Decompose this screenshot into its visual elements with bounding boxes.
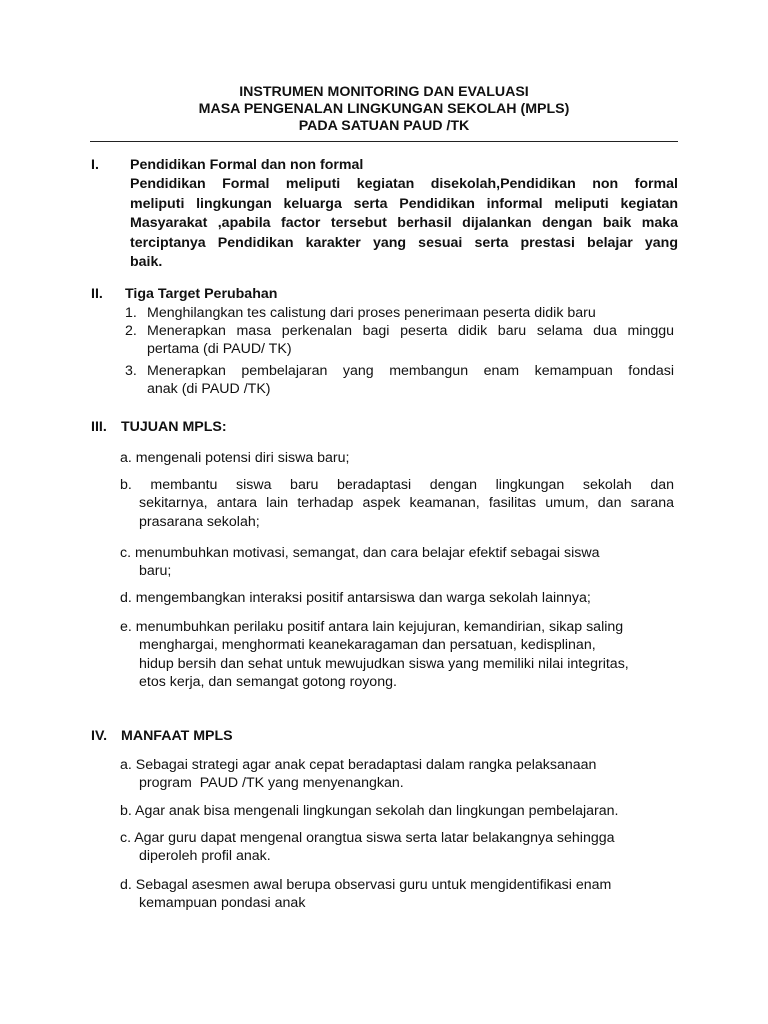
section-3-item-b-line: prasarana sekolah; <box>139 513 260 530</box>
section-3-item-c-line: c. menumbuhkan motivasi, semangat, dan cara belajar efektif sebagai siswa <box>120 545 600 561</box>
section-2-item-number: 3. <box>125 363 137 379</box>
header-title-line-2: MASA PENGENALAN LINGKUNGAN SEKOLAH (MPLS) <box>198 101 570 117</box>
section-4-item-b-line: b. Agar anak bisa mengenali lingkungan sekolah dan lingkungan pembelajaran. <box>120 803 619 819</box>
section-1-line: baik. <box>130 254 163 271</box>
section-3-number: III. <box>91 419 107 435</box>
section-1-line: terciptanya Pendidikan karakter yang sesuai serta prestasi belajar yang <box>130 234 678 251</box>
section-3-item-b-line: sekitarnya, antara lain terhadap aspek keamanan, fasilitas umum, dan sarana <box>139 495 674 512</box>
section-3-item-d-line: d. mengembangkan interaksi positif antarsiswa dan warga sekolah lainnya; <box>120 590 591 606</box>
section-1-number: I. <box>91 157 99 173</box>
section-4-item-c <box>120 829 674 866</box>
header-divider <box>90 141 678 142</box>
section-3-item-d <box>120 589 674 607</box>
section-2-item-3-line: Menerapkan pembelajaran yang membangun enam kemampuan fondasi <box>147 363 674 379</box>
section-3-item-e-line: etos kerja, dan semangat gotong royong. <box>139 674 397 691</box>
header-title-line-3: PADA SATUAN PAUD /TK <box>298 118 470 134</box>
section-4-item-a <box>120 756 674 793</box>
section-1-line: meliputi lingkungan keluarga serta Pendidikan informal meliputi kegiatan <box>130 195 678 212</box>
section-2-item-1 <box>147 304 674 322</box>
section-1-body <box>130 156 678 272</box>
section-4-item-d-line: d. Sebagal asesmen awal berupa observasi guru untuk mengidentifikasi enam <box>120 877 612 893</box>
section-2-item-1-line: Menghilangkan tes calistung dari proses penerimaan peserta didik baru <box>147 305 596 321</box>
section-2-item-number: 1. <box>125 305 137 321</box>
section-4-item-d <box>120 876 674 913</box>
section-2-item-2 <box>147 322 674 359</box>
section-3-item-b-line: b. membantu siswa baru beradaptasi dengan lingkungan sekolah dan <box>120 477 674 493</box>
header-title-line-1: INSTRUMEN MONITORING DAN EVALUASI <box>239 84 529 100</box>
section-3-title: TUJUAN MPLS: <box>121 419 227 435</box>
section-4-item-c-line: diperoleh profil anak. <box>139 848 271 865</box>
section-2-item-2-line: Menerapkan masa perkenalan bagi peserta didik baru selama dua minggu <box>147 323 674 339</box>
section-4-number: IV. <box>91 728 108 744</box>
section-3-item-e-line: menghargai, menghormati keanekaragaman dan persatuan, kedisplinan, <box>139 637 596 654</box>
section-2-item-2-line: pertama (di PAUD/ TK) <box>147 341 292 358</box>
section-3-item-c-line: baru; <box>139 563 172 580</box>
section-3-item-c <box>120 544 674 581</box>
section-3-item-e-line: hidup bersih dan sehat untuk mewujudkan siswa yang memiliki nilai integritas, <box>139 655 629 672</box>
section-2-item-3 <box>147 362 674 399</box>
section-4-item-b <box>120 802 674 820</box>
section-3-item-a <box>120 449 674 467</box>
section-3-item-e-line: e. menumbuhkan perilaku positif antara lain kejujuran, kemandirian, sikap saling <box>120 619 624 635</box>
section-3-item-b <box>120 476 674 531</box>
section-2-item-number: 2. <box>125 323 137 339</box>
section-4-item-c-line: c. Agar guru dapat mengenal orangtua siswa serta latar belakangnya sehingga <box>120 830 615 846</box>
section-1-line: Pendidikan Formal meliputi kegiatan disekolah,Pendidikan non formal <box>130 176 678 193</box>
section-4-item-a-line: a. Sebagai strategi agar anak cepat beradaptasi dalam rangka pelaksanaan <box>120 757 597 773</box>
section-2-number: II. <box>91 286 103 302</box>
section-3-item-e <box>120 618 674 692</box>
section-4-title: MANFAAT MPLS <box>121 728 233 744</box>
section-2-title: Tiga Target Perubahan <box>125 286 278 302</box>
section-1-title: Pendidikan Formal dan non formal <box>130 157 364 173</box>
section-2-item-3-line: anak (di PAUD /TK) <box>147 381 271 398</box>
section-3-item-a-line: a. mengenali potensi diri siswa baru; <box>120 450 350 466</box>
document-header <box>90 84 678 135</box>
section-4-item-a-line: program PAUD /TK yang menyenangkan. <box>139 775 404 792</box>
section-1-line: Masyarakat ,apabila factor tersebut berhasil dijalankan dengan baik maka <box>130 215 678 232</box>
section-4-item-d-line: kemampuan pondasi anak <box>139 895 306 912</box>
